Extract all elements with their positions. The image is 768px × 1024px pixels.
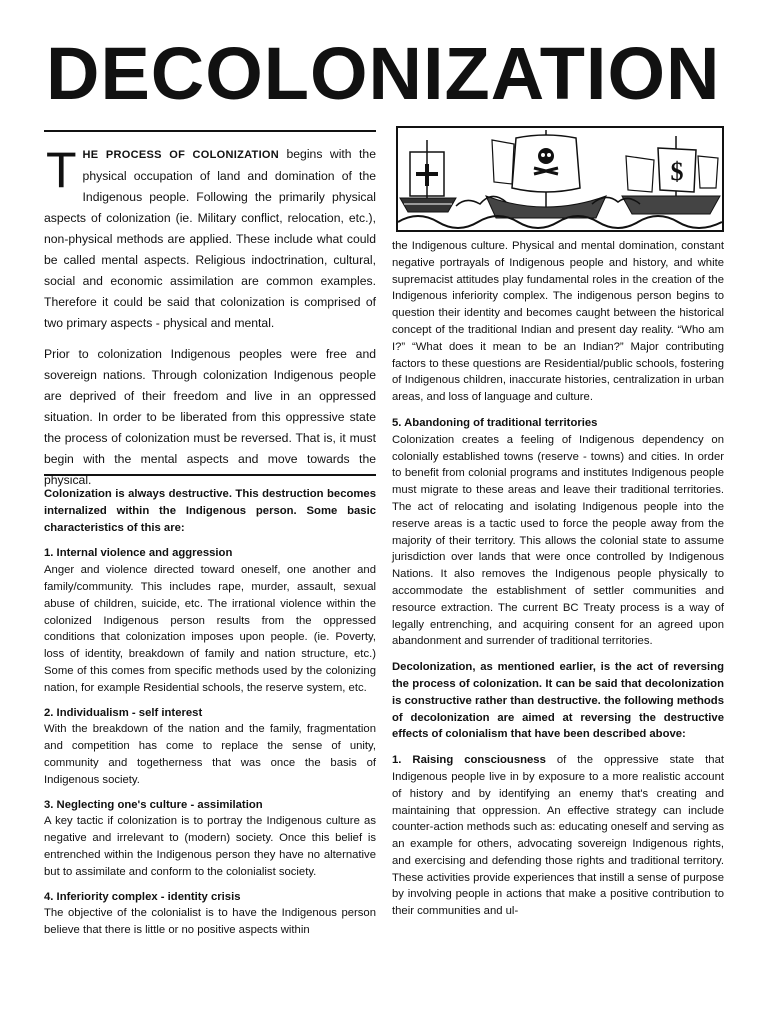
raising-consciousness-text: of the oppressive state that Indigenous people live in by exposure to a more realistic account of history and by identifying an enemy that's creating and maintaining that oppression. An effective strategy can include counter-action methods such as: educating oneself and serving as an example for others, advocating sovereign Indigenous rights, and exercising and defending those rights and traditional territory. These activities provide experiences that instill a sense of purpose by involving people in actions that make a positive contribution to their communities and ul-: [392, 754, 724, 918]
section-body: The objective of the colonialist is to have the Indigenous person believe that there is little or no positive aspects within: [44, 907, 376, 937]
drop-cap: T: [46, 142, 77, 198]
top-rule: [44, 130, 376, 132]
characteristic-4: [44, 889, 376, 939]
section-body: With the breakdown of the nation and the family, fragmentation and competition has come to replace the sense of unity, community and togetherness that was once the basis of Indigenous society.: [44, 723, 376, 786]
ships-illustration: [396, 126, 724, 232]
characteristic-1: [44, 545, 376, 696]
destruction-lead: Colonization is always destructive. This destruction becomes internalized within the Indigenous person. Some basic characteristics of this are:: [44, 488, 376, 534]
left-lower-section: [44, 486, 376, 947]
intro-paragraph-1: [44, 144, 376, 334]
raising-consciousness-heading: 1. Raising consciousness: [392, 754, 546, 767]
intro-section: [44, 144, 376, 491]
section-heading: 4. Inferiority complex - identity crisis: [44, 890, 241, 903]
middle-rule: [44, 474, 376, 476]
characteristic-2: [44, 705, 376, 789]
inferiority-continuation: the Indigenous culture. Physical and mental domination, constant negative portrayals of Indigenous people and history, and white supremacist attitudes play fundamental roles in the creation of the Indigenous inferiority complex. The indigenous person begins to question their identity and becomes caught between the historical concept of the traditional Indian and present day reality. “Who am I?” “What does it mean to be an Indian?” Major contributing factors to these questions are Residential/public schools, fostering of Indigenous children, inaccurate histories, centralization in urban areas, and loss of language and culture.: [392, 240, 724, 404]
raising-consciousness-paragraph: [392, 752, 724, 920]
intro-caps-lead: HE PROCESS OF COLONIZATION: [82, 149, 280, 161]
page-title: DECOLONIZATION: [46, 32, 721, 115]
characteristic-5: [392, 415, 724, 650]
intro-paragraph-2: Prior to colonization Indigenous peoples were free and sovereign nations. Through colonization Indigenous people are deprived of their freedom and live in an oppressed situation. In order to be liberated from this oppressive state the process of colonization must be reversed. That is, it must begin with the mental aspects and move towards the physical.: [44, 347, 376, 487]
svg-text:$: $: [670, 157, 684, 186]
section-body: Colonization creates a feeling of Indigenous dependency on colonially established towns (reserve - towns) and cities. In order to benefit from colonial programs and institutes Indigenous people must migrate to these areas and leave their traditional territories. The act of relocating and isolating Indigenous people into the reserve areas is a tactic used to force the people away from the majority of their territory. This allows the colonial state to assume jurisdiction over lands that were once controlled by Indigenous Nations. It also removes the Indigenous people physically to accommodate the establishment of settler communities and resource extraction. The current BC Treaty process is a way of legally entrenching, and acquiring consent for an agreed upon abandonment and surrender of traditional territories.: [392, 433, 724, 648]
intro-paragraph-1-text: begins with the physical occupation of land and domination of the Indigenous people. Following the primarily physical aspects of colonization (ie. Military conflict, relocation, etc.), non-physical methods are applied. These include what could be called mental aspects. Religious indoctrination, cultural, social and economic assimilation are common examples. Therefore it could be said that colonization is comprised of two primary aspects - physical and mental.: [44, 147, 376, 330]
section-heading: 3. Neglecting one's culture - assimilation: [44, 798, 263, 811]
section-heading: 5. Abandoning of traditional territories: [392, 416, 598, 429]
section-heading: 2. Individualism - self interest: [44, 706, 203, 719]
section-body: Anger and violence directed toward oneself, one another and family/community. This includes rape, murder, assault, sexual abuse of children, suicide, etc. The irrational violence within the colonized Indigenous person results from the oppressed conditions that colonization imposes upon people. (ie. Poverty, loss of identity, breakdown of family and nation structure, etc.) Some of this comes from specific methods used by the colonizing nation, for example Residential schools, the reserve system, etc.: [44, 564, 376, 694]
section-heading: 1. Internal violence and aggression: [44, 547, 233, 560]
decolonization-lead: Decolonization, as mentioned earlier, is the act of reversing the process of colonization. It can be said that decolonization is constructive rather than destructive. the following methods of decolonization are aimed at reversing the destructive effects of colonialism that have been described above:: [392, 661, 724, 741]
characteristic-3: [44, 797, 376, 881]
section-body: A key tactic if colonization is to portray the Indigenous culture as negative and irrelevant to (modern) society. Once this belief is entrenched within the Indigenous person they have no alternative but to assimilate and conform to the colonialist society.: [44, 815, 376, 878]
right-column: [392, 238, 724, 920]
